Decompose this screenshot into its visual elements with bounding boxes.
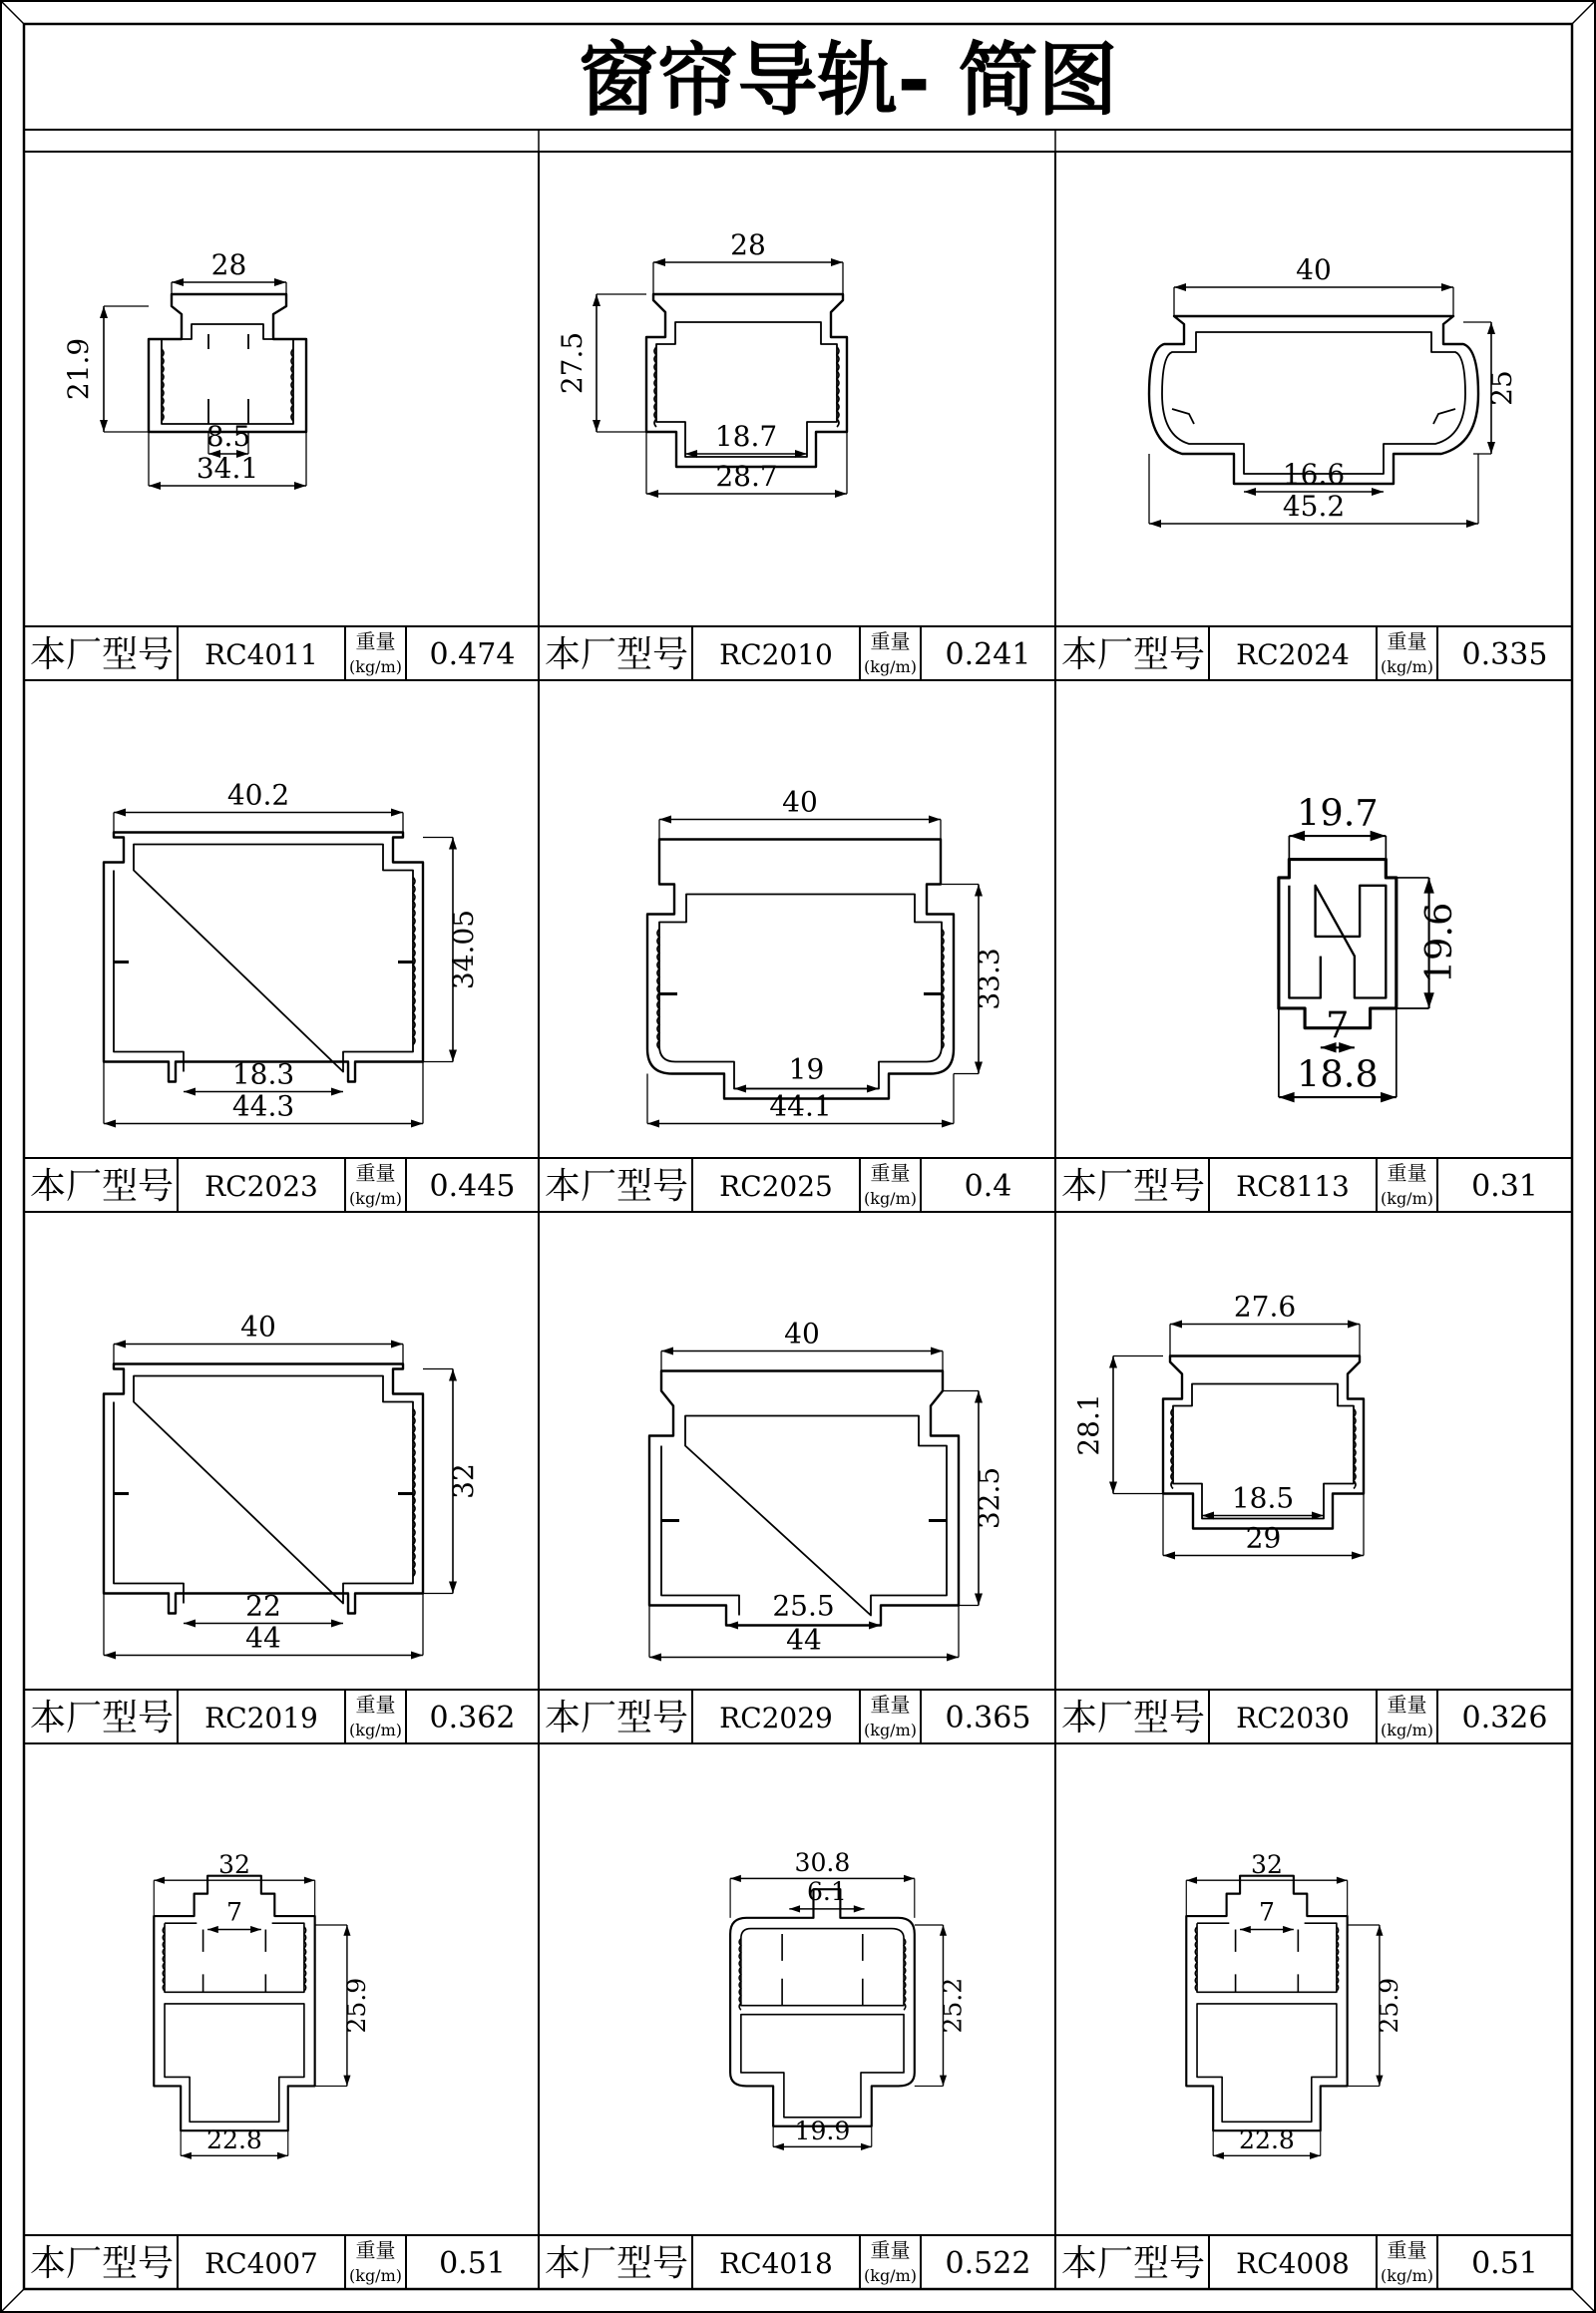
dimension-label: 34.1 (196, 452, 259, 485)
dimension-label: 28 (210, 248, 247, 281)
arrowhead (1163, 1552, 1175, 1560)
arrowhead (104, 1652, 116, 1660)
arrowhead (1487, 322, 1495, 334)
model-prefix-label: 本厂型号 (1060, 1698, 1206, 1738)
weight-unit-label: (kg/m) (349, 657, 402, 676)
arrowhead (391, 1341, 403, 1349)
profile-outline (1236, 1930, 1299, 1993)
arrowhead (114, 809, 126, 817)
arrowhead (1310, 2152, 1321, 2159)
arrowhead (835, 490, 847, 498)
dimension-label: 30.8 (794, 1848, 851, 1878)
arrowhead (207, 1926, 218, 1933)
dimension-label: 19.6 (1416, 902, 1460, 984)
model-prefix-label: 本厂型号 (29, 1698, 175, 1738)
dimension-label: 40 (784, 1317, 820, 1350)
weight-value: 0.335 (1461, 637, 1548, 672)
profile-cell-rc2029 (545, 1318, 1030, 1744)
profile-drawing (649, 1318, 1005, 1662)
dimension-label: 18.5 (1231, 1481, 1295, 1515)
weight-unit-label: (kg/m) (864, 1721, 917, 1739)
arrowhead (867, 1085, 879, 1093)
profile-outline (165, 1923, 304, 1992)
arrowhead (411, 1652, 423, 1660)
model-number: RC2030 (1236, 1702, 1350, 1735)
arrowhead (947, 1654, 959, 1662)
label-row (30, 626, 515, 680)
profile-cell-rc4008 (1061, 1850, 1538, 2289)
arrowhead (1279, 1092, 1295, 1102)
model-number: RC2029 (719, 1702, 833, 1735)
arrowhead (789, 1905, 800, 1912)
dimension-label: 27.5 (556, 331, 589, 395)
weight-value: 0.362 (429, 1701, 516, 1735)
label-row (30, 1158, 515, 1212)
arrowhead (100, 420, 108, 432)
weight-label: 重量 (870, 629, 911, 653)
dimension-label: 32 (447, 1463, 480, 1499)
arrowhead (975, 1062, 983, 1074)
profile-outline (741, 2015, 904, 2118)
arrowhead (449, 1369, 457, 1381)
arrowhead (773, 2143, 784, 2150)
arrowhead (869, 1622, 881, 1630)
arrowhead (975, 1391, 983, 1403)
dimension-label: 18.3 (231, 1057, 295, 1091)
arrowhead (304, 1877, 315, 1884)
dimension-label: 28.7 (715, 460, 778, 493)
profile-outline (1162, 332, 1465, 474)
arrowhead (104, 1120, 116, 1128)
label-row (545, 1690, 1030, 1743)
profile-drawing (154, 1850, 371, 2159)
arrowhead (831, 258, 843, 266)
arrowhead (1376, 2076, 1383, 2087)
dimension-label: 28 (730, 228, 766, 261)
dimension-label: 21.9 (62, 337, 95, 401)
outer-frame (1, 1, 1595, 2312)
weight-unit-label: (kg/m) (864, 657, 917, 676)
arrowhead (449, 1582, 457, 1594)
arrowhead (1149, 520, 1161, 528)
model-prefix-label: 本厂型号 (1060, 634, 1206, 675)
model-number: RC2024 (1236, 638, 1350, 671)
dimension-label: 8.5 (205, 420, 251, 453)
dimension-label: 40 (782, 785, 818, 819)
weight-unit-label: (kg/m) (1381, 657, 1433, 676)
arrowhead (331, 1620, 343, 1628)
weight-label: 重量 (355, 2238, 396, 2262)
dimension-label: 25.9 (1374, 1977, 1403, 2034)
dimension-label: 19.7 (1297, 791, 1379, 835)
weight-value: 0.241 (945, 637, 1031, 672)
label-row (30, 2235, 506, 2289)
model-prefix-label: 本厂型号 (544, 1698, 689, 1738)
dimension-label: 18.7 (714, 420, 778, 453)
dimension-label: 25 (1485, 370, 1518, 406)
model-prefix-label: 本厂型号 (29, 634, 175, 675)
dimension-label: 29 (1245, 1521, 1282, 1555)
weight-value: 0.31 (1471, 1169, 1538, 1204)
model-prefix-label: 本厂型号 (544, 2243, 689, 2284)
weight-value: 0.474 (429, 637, 516, 672)
profile-cell-rc2010 (545, 228, 1030, 680)
profile-outline (649, 1371, 959, 1626)
arrowhead (854, 1905, 865, 1912)
arrowhead (1423, 878, 1433, 894)
profile-outline (104, 833, 423, 1082)
arrowhead (184, 1620, 196, 1628)
profile-outline (165, 2004, 304, 2121)
weight-label: 重量 (1387, 2238, 1427, 2262)
profile-drawing (556, 228, 847, 498)
profile-outline (162, 324, 293, 424)
arrowhead (1174, 283, 1186, 291)
arrowhead (1348, 1321, 1360, 1329)
model-number: RC4018 (719, 2247, 833, 2280)
profile-outline (730, 1889, 915, 2126)
arrowhead (593, 420, 600, 432)
profile-cell-rc2025 (545, 786, 1011, 1213)
label-row (30, 1690, 515, 1743)
arrowhead (1441, 283, 1453, 291)
dimension-label: 22 (245, 1589, 281, 1623)
profile-drawing (1279, 792, 1460, 1103)
weight-label: 重量 (870, 1161, 911, 1185)
page-title: 窗帘导轨- 简图 (578, 34, 1118, 127)
model-prefix-label: 本厂型号 (1060, 2243, 1206, 2284)
arrowhead (250, 1926, 261, 1933)
arrowhead (904, 1875, 915, 1882)
arrowhead (653, 258, 665, 266)
label-row (1061, 2235, 1538, 2289)
model-number: RC2010 (719, 638, 833, 671)
arrowhead (734, 1085, 746, 1093)
weight-label: 重量 (1387, 1693, 1427, 1717)
weight-unit-label: (kg/m) (864, 1189, 917, 1208)
arrowhead (646, 490, 658, 498)
profile-outline (782, 1934, 863, 2006)
profile-cell-rc2024 (1061, 253, 1547, 680)
model-number: RC8113 (1236, 1170, 1350, 1203)
arrowhead (975, 885, 983, 897)
weight-value: 0.4 (964, 1169, 1012, 1204)
arrowhead (294, 482, 306, 490)
weight-label: 重量 (355, 629, 396, 653)
arrowhead (274, 278, 286, 286)
inner-frame (24, 24, 1572, 2289)
weight-value: 0.326 (1461, 1701, 1548, 1735)
arrowhead (593, 294, 600, 306)
arrowhead (100, 306, 108, 318)
weight-unit-label: (kg/m) (349, 1189, 402, 1208)
arrowhead (730, 1875, 741, 1882)
weight-value: 0.51 (439, 2246, 506, 2281)
arrowhead (861, 2143, 872, 2150)
arrowhead (1487, 442, 1495, 454)
dimension-label: 16.6 (1282, 458, 1346, 491)
model-prefix-label: 本厂型号 (29, 2243, 175, 2284)
profile-cell-rc4011 (30, 248, 515, 680)
arrowhead (1352, 1552, 1364, 1560)
dimension-label: 19.9 (794, 2117, 851, 2146)
dimension-label: 32 (217, 1850, 250, 1880)
dimension-label: 25.5 (772, 1589, 835, 1623)
dimension-label: 32.5 (973, 1466, 1005, 1530)
arrowhead (181, 2152, 192, 2159)
model-number: RC4011 (204, 638, 318, 671)
dimension-label: 7 (1258, 1897, 1275, 1927)
arrowhead (1244, 488, 1256, 496)
arrowhead (942, 1120, 954, 1128)
arrowhead (1213, 2152, 1224, 2159)
arrowhead (1186, 1877, 1197, 1884)
arrowhead (1109, 1356, 1117, 1368)
dimension-label: 27.6 (1233, 1290, 1297, 1324)
model-prefix-label: 本厂型号 (544, 634, 689, 675)
weight-label: 重量 (355, 1693, 396, 1717)
dimension-label: 44 (786, 1623, 822, 1657)
profile-cell-rc2019 (30, 1311, 515, 1744)
profile-outline (1197, 2004, 1337, 2121)
weight-unit-label: (kg/m) (1381, 1189, 1433, 1208)
dimension-label: 18.8 (1297, 1052, 1379, 1096)
arrowhead (940, 2076, 947, 2087)
profile-drawing (104, 1311, 480, 1660)
arrowhead (154, 1877, 165, 1884)
arrowhead (149, 482, 161, 490)
model-number: RC4008 (1236, 2247, 1350, 2280)
dimension-label: 40.2 (226, 778, 290, 812)
label-row (545, 2235, 1030, 2289)
arrowhead (726, 1622, 738, 1630)
profile-drawing (647, 786, 1005, 1128)
weight-value: 0.445 (429, 1169, 516, 1204)
arrowhead (343, 1925, 350, 1936)
arrowhead (1372, 488, 1384, 496)
profile-outline (1172, 409, 1455, 424)
dimension-label: 44.3 (231, 1089, 295, 1123)
arrowhead (1283, 1926, 1294, 1933)
arrowhead (391, 809, 403, 817)
profile-outline (741, 1929, 904, 2006)
arrowhead (411, 1120, 423, 1128)
profile-drawing (730, 1848, 967, 2150)
profile-outline (149, 294, 306, 432)
arrowhead (277, 2152, 288, 2159)
dimension-label: 32 (1250, 1850, 1283, 1880)
weight-label: 重量 (1387, 1161, 1427, 1185)
arrowhead (940, 1925, 947, 1936)
arrowhead (1423, 992, 1433, 1008)
weight-label: 重量 (355, 1161, 396, 1185)
dimension-label: 25.9 (341, 1977, 371, 2034)
profile-outline (104, 1364, 423, 1614)
arrowhead (649, 1654, 661, 1662)
arrowhead (449, 1050, 457, 1062)
model-number: RC2023 (204, 1170, 318, 1203)
arrowhead (931, 1348, 943, 1355)
profile-outline (203, 1930, 266, 1993)
weight-value: 0.522 (945, 2246, 1031, 2281)
profile-cell-rc4018 (545, 1848, 1030, 2289)
weight-unit-label: (kg/m) (349, 1721, 402, 1739)
profile-outline (114, 845, 413, 1072)
weight-unit-label: (kg/m) (349, 2266, 402, 2285)
profile-drawing (62, 248, 306, 490)
profile-drawing (1186, 1850, 1403, 2159)
profile-cell-rc4007 (30, 1850, 506, 2289)
arrowhead (975, 1594, 983, 1606)
dimension-label: 45.2 (1282, 490, 1346, 523)
weight-label: 重量 (870, 2238, 911, 2262)
arrowhead (1466, 520, 1478, 528)
arrowhead (1170, 1321, 1182, 1329)
profile-drawing (1072, 1291, 1364, 1560)
weight-value: 0.365 (945, 1701, 1031, 1735)
dimension-label: 40 (1296, 253, 1332, 286)
dimension-label: 33.3 (973, 948, 1005, 1010)
model-number: RC2025 (719, 1170, 833, 1203)
profile-cell-rc8113 (1061, 792, 1538, 1212)
dimension-label: 19 (788, 1052, 825, 1086)
dimension-label: 40 (240, 1310, 276, 1344)
weight-value: 0.51 (1471, 2246, 1538, 2281)
model-prefix-label: 本厂型号 (1060, 1166, 1206, 1207)
profile-outline (208, 334, 248, 424)
profile-outline (114, 1376, 413, 1604)
model-prefix-label: 本厂型号 (544, 1166, 689, 1207)
dimension-label: 6.1 (806, 1876, 847, 1906)
dimension-label: 25.2 (938, 1977, 968, 2034)
label-row (1061, 1690, 1547, 1743)
weight-unit-label: (kg/m) (1381, 1721, 1433, 1739)
weight-unit-label: (kg/m) (1381, 2266, 1433, 2285)
arrowhead (1240, 1926, 1251, 1933)
profile-outline (1289, 886, 1386, 998)
arrowhead (172, 278, 184, 286)
arrowhead (647, 1120, 659, 1128)
profile-outline (1197, 1923, 1337, 1992)
label-row (545, 626, 1030, 680)
dimension-label: 44 (245, 1621, 281, 1655)
dimension-label: 7 (225, 1897, 242, 1927)
profile-cell-rc2023 (30, 779, 515, 1213)
weight-unit-label: (kg/m) (864, 2266, 917, 2285)
arrowhead (659, 816, 671, 824)
dimension-label: 34.05 (447, 909, 480, 990)
profile-drawing (104, 779, 480, 1128)
arrowhead (1376, 1925, 1383, 1936)
model-number: RC2019 (204, 1702, 318, 1735)
dimension-label: 44.1 (769, 1089, 832, 1123)
weight-label: 重量 (870, 1693, 911, 1717)
arrowhead (449, 838, 457, 850)
arrowhead (331, 1088, 343, 1096)
arrowhead (184, 1088, 196, 1096)
dimension-label: 22.8 (206, 2125, 262, 2155)
profile-cell-rc2030 (1061, 1291, 1547, 1744)
dimension-label: 28.1 (1072, 1393, 1105, 1456)
dimension-label: 22.8 (1239, 2125, 1295, 2155)
profile-outline (661, 1416, 947, 1616)
arrowhead (343, 2076, 350, 2087)
model-number: RC4007 (204, 2247, 318, 2280)
label-row (1061, 1158, 1538, 1212)
arrowhead (929, 816, 941, 824)
dimension-label: 7 (1326, 1002, 1350, 1046)
label-row (545, 1158, 1011, 1212)
profile-grid (24, 152, 1572, 2289)
arrowhead (114, 1341, 126, 1349)
profile-drawing (1149, 253, 1518, 528)
model-prefix-label: 本厂型号 (29, 1166, 175, 1207)
arrowhead (1381, 1092, 1396, 1102)
arrowhead (661, 1348, 673, 1355)
weight-label: 重量 (1387, 629, 1427, 653)
arrowhead (1337, 1877, 1348, 1884)
arrowhead (1109, 1482, 1117, 1494)
label-row (1061, 626, 1547, 680)
